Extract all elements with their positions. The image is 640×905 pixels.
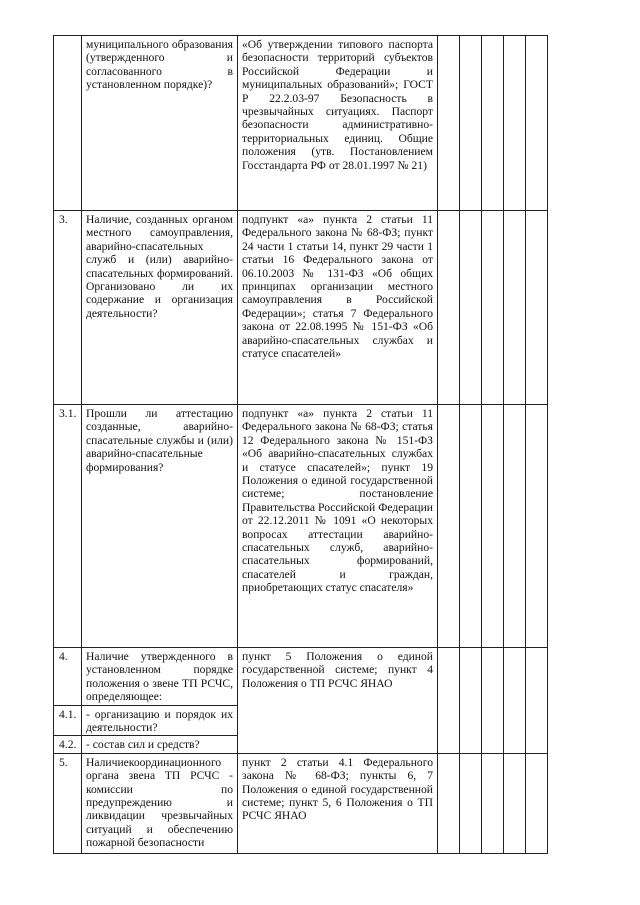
question-cell: муниципального образования (утвержденного и согласованного в установленном порядке)? [82, 36, 238, 211]
empty-cell [526, 211, 548, 405]
empty-cell [504, 753, 526, 853]
row-number: 4.1. [54, 705, 82, 736]
empty-cell [438, 36, 460, 211]
reference-cell: «Об утверждении типового паспорта безопасности территорий субъектов Российской Федерации и муниципальных образований»; ГОСТ Р 22.2.03-97 Безопасность в чрезвычайных ситуациях. Паспорт безопасности административно-территориальных единиц. Общие положения (утв. Постановлением Госстандарта РФ от 28.01.1997 № 21) [238, 36, 438, 211]
table-row [54, 753, 548, 853]
table-row [54, 405, 548, 648]
reference-cell: пункт 5 Положения о единой государственной системе; пункт 4 Положения о ТП РСЧС ЯНАО [238, 648, 438, 754]
row-number: 5. [54, 753, 82, 853]
row-number: 4.2. [54, 736, 82, 753]
row-number: 4. [54, 648, 82, 706]
empty-cell [438, 405, 460, 648]
question-cell: - состав сил и средств? [82, 736, 238, 753]
empty-cell [504, 405, 526, 648]
row-number: 3. [54, 211, 82, 405]
question-cell: Прошли ли аттестацию созданные, аварийно-спасательные службы и (или) аварийно-спасательные формирования? [82, 405, 238, 648]
reference-cell: подпункт «а» пункта 2 статьи 11 Федерального закона № 68-ФЗ; статья 12 Федерального закона № 151-ФЗ «Об аварийно-спасательных службах и статусе спасателей»; пункт 19 Положения о единой государственной системе; постановление Правительства Российской Федерации от 22.12.2011 № 1091 «О некоторых вопросах аттестации аварийно-спасательных служб, аварийно-спасательных формирований, спасателей и граждан, приобретающих статус спасателя» [238, 405, 438, 648]
empty-cell [438, 648, 460, 754]
empty-cell [526, 405, 548, 648]
empty-cell [504, 211, 526, 405]
table-row [54, 211, 548, 405]
empty-cell [460, 753, 482, 853]
empty-cell [482, 211, 504, 405]
empty-cell [526, 36, 548, 211]
empty-cell [438, 211, 460, 405]
reference-cell: пункт 2 статьи 4.1 Федерального закона № 68-ФЗ; пункты 6, 7 Положения о единой государственной системе; пункт 5, 6 Положения о ТП РСЧС ЯНАО [238, 753, 438, 853]
empty-cell [482, 753, 504, 853]
table-row [54, 36, 548, 211]
question-cell: Наличиекоординационного органа звена ТП РСЧС - комиссии по предупреждению и ликвидации чрезвычайных ситуаций и обеспечению пожарной безопасности [82, 753, 238, 853]
question-cell: - организацию и порядок их деятельности? [82, 705, 238, 736]
reference-cell: подпункт «а» пункта 2 статьи 11 Федерального закона № 68-ФЗ; пункт 24 части 1 статьи 14, пункт 29 части 1 статьи 16 Федерального закона от 06.10.2003 № 131-ФЗ «Об общих принципах организации местного самоуправления в Российской Федерации»; статья 7 Федерального закона от 22.08.1995 № 151-ФЗ «Об аварийно-спасательных службах и статусе спасателей» [238, 211, 438, 405]
empty-cell [482, 36, 504, 211]
empty-cell [482, 405, 504, 648]
empty-cell [460, 36, 482, 211]
row-number: 3.1. [54, 405, 82, 648]
checklist-table [53, 35, 548, 854]
empty-cell [526, 648, 548, 754]
question-cell: Наличие утвержденного в установленном порядке положения о звене ТП РСЧС, определяющее: [82, 648, 238, 706]
empty-cell [438, 753, 460, 853]
row-number [54, 36, 82, 211]
empty-cell [460, 211, 482, 405]
table-row [54, 648, 548, 706]
empty-cell [504, 36, 526, 211]
empty-cell [460, 648, 482, 754]
question-cell: Наличие, созданных органом местного самоуправления, аварийно-спасательных служб и (или) аварийно-спасательных формирований. Организовано ли их содержание и организация деятельности? [82, 211, 238, 405]
empty-cell [526, 753, 548, 853]
empty-cell [482, 648, 504, 754]
empty-cell [460, 405, 482, 648]
empty-cell [504, 648, 526, 754]
